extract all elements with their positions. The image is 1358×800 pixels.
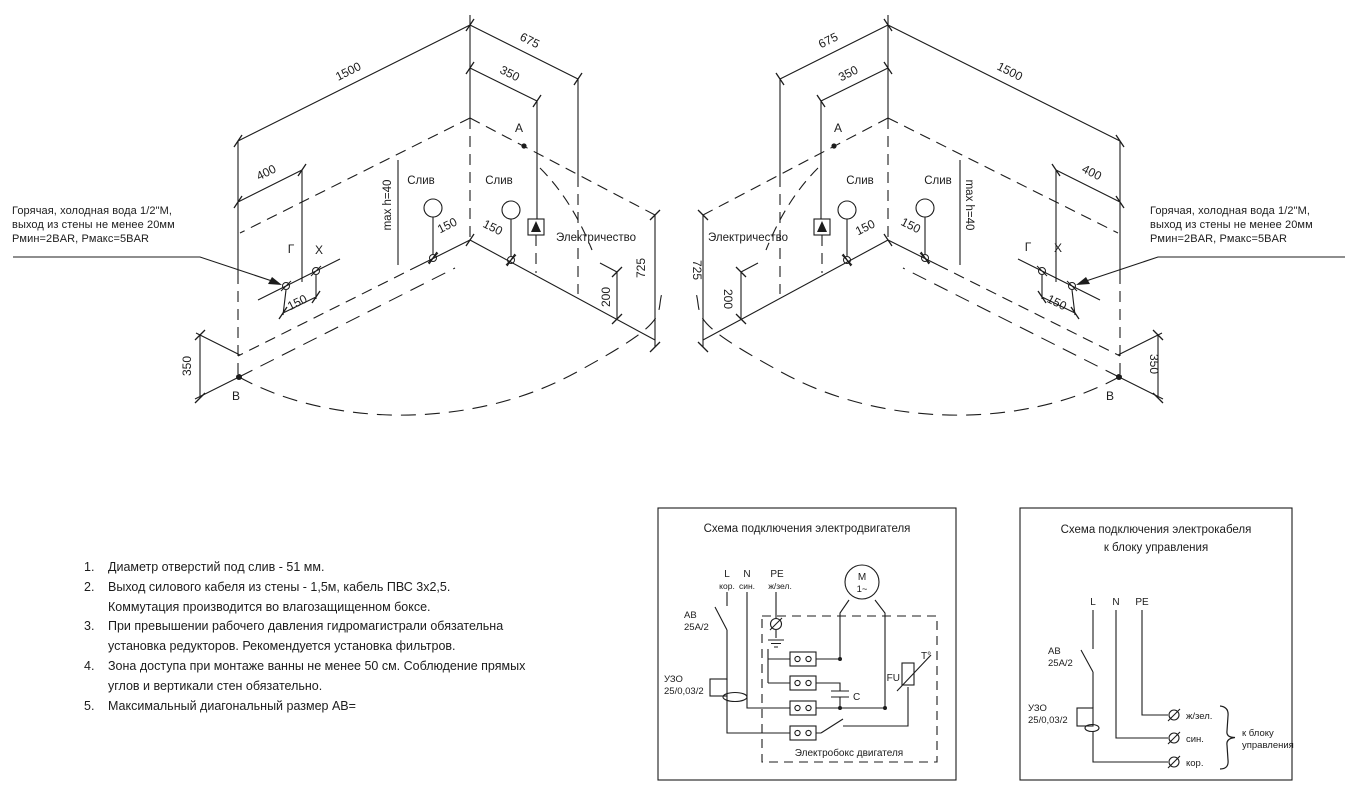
annotation-line: Рмин=2BAR, Рмакс=5BAR [1150,233,1288,245]
motor-phase: 1~ [856,584,868,595]
motor-m: М [857,572,867,583]
point-a-label: А [833,121,843,135]
dim-150-water: 150 [285,291,310,314]
note-line [84,637,525,657]
water-annotation-left [12,204,175,246]
annotation-line: выход из стены не менее 20мм [1150,219,1313,231]
breaker-name: АВ [684,610,697,621]
note-number: 1. [84,560,95,574]
dim-725: 725 [690,259,704,281]
dim-200: 200 [721,288,735,310]
note-number [84,677,108,697]
note-text: Максимальный диагональный размер АВ= [108,698,356,713]
control-schematic-title-1: Схема подключения электрокабеля [1060,524,1252,536]
wire-color-yg: ж/зел. [1186,711,1213,722]
dim-1500: 1500 [333,59,364,84]
note-line [84,677,525,697]
annotation-line: Горячая, холодная вода 1/2"М, [1150,205,1311,217]
point-a-label: А [514,121,524,135]
rcd-rating: 25/0,03/2 [664,686,704,697]
dim-150-drain-right: 150 [898,214,923,237]
terminal-l-label: L [1090,597,1096,608]
note-number: 5. [84,698,95,713]
drain-label: Слив [924,175,952,187]
hot-water-label: Г [1024,240,1032,254]
dim-400: 400 [1079,161,1104,184]
point-b-label: В [231,389,241,403]
note-line [84,617,525,637]
max-h-label: max h=40 [963,179,975,231]
note-number: 2. [84,579,95,594]
dim-675: 675 [816,29,841,52]
brace-label-2: управления [1242,740,1294,751]
dim-350-bottom: 350 [1147,353,1161,375]
wire-color-blue: син. [738,581,756,591]
point-b-label: В [1105,389,1115,403]
annotation-line: Горячая, холодная вода 1/2"М, [12,205,173,217]
drain-label: Слив [846,175,874,187]
dim-150-water: 150 [1044,291,1069,314]
drain-label: Слив [485,175,513,187]
hot-water-label: Г [287,242,295,256]
terminal-pe-label: PE [770,569,784,580]
note-text: углов и вертикали стен обязательно. [108,678,323,693]
terminal-n-label: N [743,569,751,580]
terminal-l-label: L [724,569,730,580]
dim-350-bottom: 350 [180,355,194,377]
motor-schematic [658,508,956,780]
note-text: установка редукторов. Рекомендуется установка фильтров. [108,639,456,654]
note-number: 3. [84,619,95,634]
fuse-label: FU [886,673,900,684]
cold-water-label: Х [314,243,324,257]
note-text: Коммутация производится во влагозащищенном боксе. [108,599,431,614]
control-schematic-title-2: к блоку управления [1103,542,1209,554]
right-drawing-labels [690,30,1161,403]
installation-notes [84,558,525,716]
rcd-name: УЗО [664,674,683,685]
rcd-name: УЗО [1028,703,1047,714]
wire-color-brown: кор. [719,581,735,591]
annotation-line: Рмин=2BAR, Рмакс=5BAR [12,233,150,245]
note-line [84,598,525,618]
dim-400: 400 [254,161,279,184]
breaker-rating: 25А/2 [684,622,709,633]
dim-150-drain-right: 150 [480,216,505,239]
wire-color-brown: кор. [1186,758,1204,769]
motor-schematic-title: Схема подключения электродвигателя [703,523,911,535]
cold-water-label: Х [1053,241,1063,255]
brace-label-1: к блоку [1242,728,1274,739]
thermal-label: Т° [921,651,932,662]
breaker-name: АВ [1048,646,1061,657]
dim-350-top: 350 [497,62,522,85]
terminal-pe-label: PE [1135,597,1149,608]
note-line [84,558,525,578]
wire-color-blue: син. [1186,734,1204,745]
dim-150-drain-left: 150 [435,214,460,237]
dim-200: 200 [599,286,613,308]
dim-1500: 1500 [994,59,1025,84]
dim-675: 675 [517,29,542,52]
note-line [84,578,525,598]
note-number [84,637,108,657]
note-line [84,657,525,677]
electricity-label: Электричество [708,232,789,244]
electricity-label: Электричество [556,232,637,244]
note-text: Выход силового кабеля из стены - 1,5м, кабель ПВС 3х2,5. [108,579,451,594]
dim-725: 725 [634,257,648,279]
note-number [84,598,108,618]
dim-350-top: 350 [836,62,861,85]
breaker-rating: 25А/2 [1048,658,1073,669]
drain-label: Слив [407,175,435,187]
dim-150-drain-left: 150 [853,216,878,239]
rcd-rating: 25/0,03/2 [1028,715,1068,726]
wire-color-yg: ж/зел. [768,581,792,591]
electrobox-label: Электробокс двигателя [794,748,904,759]
control-schematic [1020,508,1294,780]
capacitor-label: С [853,692,861,703]
note-text: При превышении рабочего давления гидромагистрали обязательна [108,619,504,634]
water-annotation-right [1150,204,1313,246]
note-line [84,697,525,717]
note-text: Диаметр отверстий под слив - 51 мм. [108,560,325,574]
note-text: Зона доступа при монтаже ванны не менее 50 см. Соблюдение прямых [108,658,526,673]
max-h-label: max h=40 [382,179,394,231]
note-number: 4. [84,658,95,673]
annotation-line: выход из стены не менее 20мм [12,219,175,231]
terminal-n-label: N [1112,597,1120,608]
